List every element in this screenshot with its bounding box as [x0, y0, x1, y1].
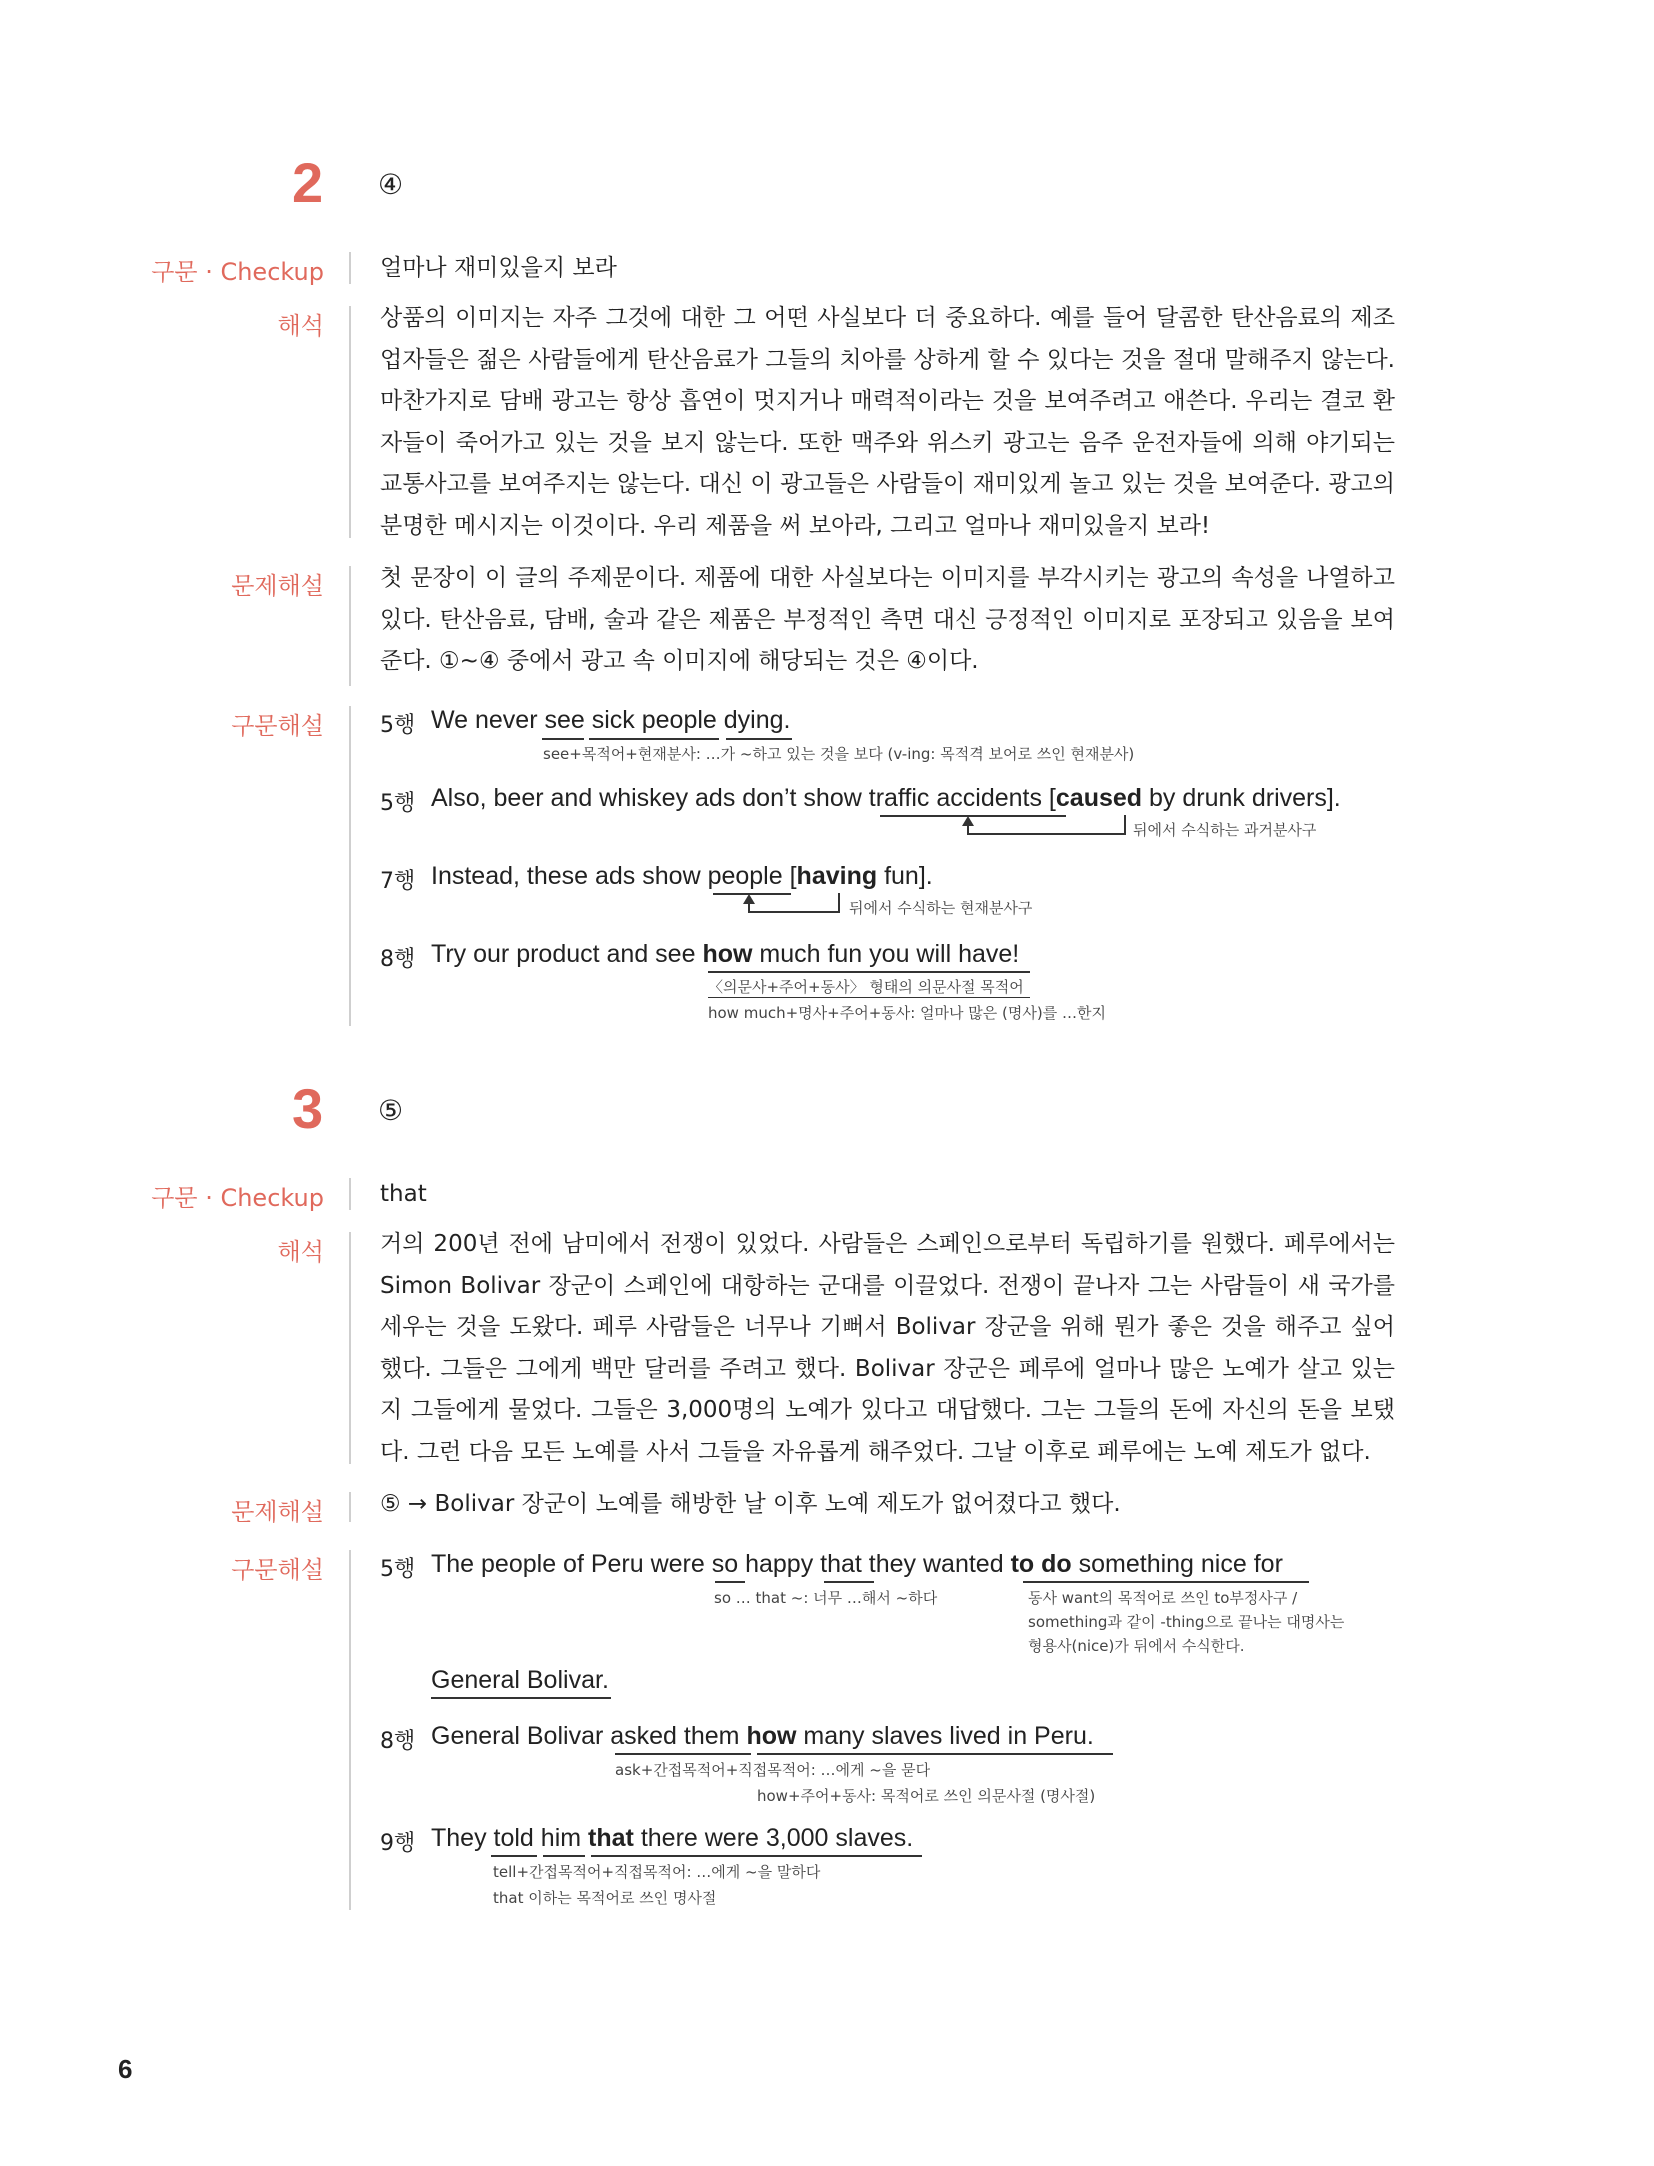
underline	[543, 1855, 585, 1857]
arrow-line	[748, 911, 840, 913]
arrow-line	[1124, 815, 1126, 835]
checkup-label: 구문 · Checkup	[151, 1184, 324, 1212]
divider	[349, 306, 351, 538]
example-sentence: Also, beer and whiskey ads don’t show traffic accidents [caused by drunk drivers].	[431, 784, 1341, 812]
grammar-note: that 이하는 목적어로 쓰인 명사절	[493, 1889, 717, 1907]
divider	[349, 1232, 351, 1464]
line-number: 5행	[380, 791, 416, 816]
grammar-note: see+목적어+현재분사: …가 ~하고 있는 것을 보다 (v-ing: 목적격 보어로 쓰인 현재분사)	[543, 745, 1135, 763]
underline	[824, 1581, 874, 1583]
grammar-note: how+주어+동사: 목적어로 쓰인 의문사절 (명사절)	[757, 1787, 1096, 1805]
explanation-text: ⑤ → Bolivar 장군이 노예를 해방한 날 이후 노예 제도가 없어졌다고 했다.	[380, 1491, 1121, 1517]
example-sentence: Instead, these ads show people [having fun].	[431, 862, 933, 890]
underline	[542, 738, 584, 740]
example-sentence: The people of Peru were so happy that they wanted to do something nice for	[431, 1550, 1283, 1578]
checkup-label: 구문 · Checkup	[151, 258, 324, 286]
grammar-note: 뒤에서 수식하는 현재분사구	[849, 899, 1033, 917]
checkup-answer: that	[380, 1181, 427, 1207]
arrow-line	[838, 893, 840, 913]
question-number: 3	[292, 1077, 324, 1140]
syntax-label: 구문해설	[231, 712, 324, 740]
grammar-note: something과 같이 -thing으로 끝나는 대명사는	[1028, 1613, 1345, 1631]
example-sentence-continued: General Bolivar.	[431, 1666, 609, 1694]
underline	[708, 997, 1030, 998]
translation-text: 상품의 이미지는 자주 그것에 대한 그 어떤 사실보다 더 중요하다. 예를 들어 달콤한 탄산음료의 제조업자들은 젊은 사람들에게 탄산음료가 그들의 치아를 상하게 할 수 있다는 것을 절대 말해주지 않는다. 마찬가지로 담배 광고는 항상 흡연이 멋지거나 매력적이라는 것을 보여주려고 애쓴다. 우리는 결코 환자들이 죽어가고 있는 것을 보지 않는다. 또한 맥주와 위스키 광고는 음주 운전자들에 의해 야기되는 교통사고를 보여주지는 않는다. 대신 이 광고들은 사람들이 재미있게 놀고 있는 것을 보여준다. 광고의 분명한 메시지는 이것이다. 우리 제품을 써 보아라, 그리고 얼마나 재미있을지 보라!	[380, 305, 1395, 539]
divider	[349, 706, 351, 1026]
line-number: 9행	[380, 1831, 416, 1856]
underline	[431, 1697, 611, 1699]
explanation-text: 첫 문장이 이 글의 주제문이다. 제품에 대한 사실보다는 이미지를 부각시키는 광고의 속성을 나열하고 있다. 탄산음료, 담배, 술과 같은 제품은 부정적인 측면 대신 긍정적인 이미지로 포장되고 있음을 보여준다. ①~④ 중에서 광고 속 이미지에 해당되는 것은 ④이다.	[380, 565, 1395, 674]
underline	[726, 738, 792, 740]
checkup-answer: 얼마나 재미있을지 보라	[380, 255, 617, 281]
answer-mark: ④	[378, 168, 404, 201]
grammar-note: 동사 want의 목적어로 쓰인 to부정사구 /	[1028, 1589, 1298, 1607]
divider	[349, 1492, 351, 1522]
explanation-label: 문제해설	[231, 572, 324, 600]
grammar-note: 뒤에서 수식하는 과거분사구	[1133, 821, 1317, 839]
grammar-note: tell+간접목적어+직접목적어: …에게 ~을 말하다	[493, 1863, 821, 1881]
syntax-label: 구문해설	[231, 1556, 324, 1584]
example-sentence: They told him that there were 3,000 slaves.	[431, 1824, 914, 1852]
underline	[615, 1753, 751, 1755]
underline	[715, 1581, 745, 1583]
underline	[708, 971, 1030, 973]
question-number: 2	[292, 151, 324, 214]
grammar-note: how much+명사+주어+동사: 얼마나 많은 (명사)를 …한지	[708, 1004, 1106, 1022]
line-number: 8행	[380, 947, 416, 972]
underline	[757, 1753, 1113, 1755]
example-sentence: We never see sick people dying.	[431, 706, 791, 734]
divider	[349, 252, 351, 284]
divider	[349, 1550, 351, 1910]
grammar-note: so … that ~: 너무 …해서 ~하다	[714, 1589, 938, 1607]
example-sentence: Try our product and see how much fun you will have!	[431, 940, 1020, 968]
underline	[1023, 1581, 1309, 1583]
divider	[349, 566, 351, 686]
answer-mark: ⑤	[378, 1094, 404, 1127]
grammar-note: 형용사(nice)가 뒤에서 수식한다.	[1028, 1637, 1245, 1655]
line-number: 8행	[380, 1729, 416, 1754]
arrow-line	[967, 833, 1126, 835]
grammar-note: 〈의문사+주어+동사〉 형태의 의문사절 목적어	[708, 978, 1024, 996]
example-sentence: General Bolivar asked them how many slaves lived in Peru.	[431, 1722, 1094, 1750]
underline	[491, 1855, 537, 1857]
translation-text: 거의 200년 전에 남미에서 전쟁이 있었다. 사람들은 스페인으로부터 독립하기를 원했다. 페루에서는 Simon Bolivar 장군이 스페인에 대항하는 군대를 이끌었다. 전쟁이 끝나자 그는 사람들이 새 국가를 세우는 것을 도왔다. 페루 사람들은 너무나 기뻐서 Bolivar 장군을 위해 뭔가 좋은 것을 해주고 싶어 했다. 그들은 그에게 백만 달러를 주려고 했다. Bolivar 장군은 페루에 얼마나 많은 노예가 살고 있는지 그들에게 물었다. 그들은 3,000명의 노예가 있다고 대답했다. 그는 그들의 돈에 자신의 돈을 보탰다. 그런 다음 모든 노예를 사서 그들을 자유롭게 해주었다. 그날 이후로 페루에는 노예 제도가 없다.	[380, 1231, 1395, 1465]
underline	[589, 738, 719, 740]
line-number: 5행	[380, 713, 416, 738]
page-number: 6	[118, 2054, 133, 2084]
explanation-label: 문제해설	[231, 1498, 324, 1526]
line-number: 5행	[380, 1557, 416, 1582]
underline	[591, 1855, 922, 1857]
translation-label: 해석	[277, 312, 324, 340]
translation-label: 해석	[277, 1238, 324, 1266]
divider	[349, 1178, 351, 1210]
grammar-note: ask+간접목적어+직접목적어: …에게 ~을 묻다	[615, 1761, 931, 1779]
line-number: 7행	[380, 869, 416, 894]
